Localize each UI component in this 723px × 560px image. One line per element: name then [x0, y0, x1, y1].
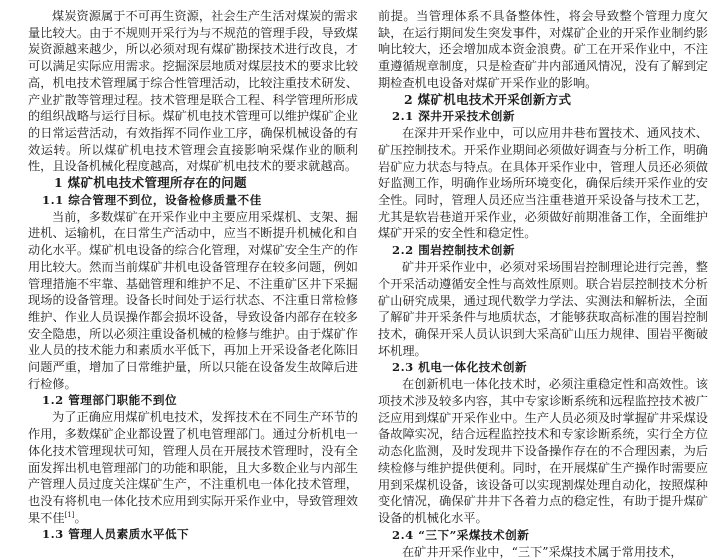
- end-punctuation: 。: [74, 510, 87, 525]
- section-1-heading: 1 煤矿机电技术管理所存在的问题: [54, 175, 247, 191]
- right-column: [378, 8, 708, 560]
- subsection-2-4-paragraph: 在矿井开采作业中，“三下”采煤技术属于常用技术，: [402, 544, 683, 559]
- subsection-1-3-heading: 1.3 管理人员素质水平低下: [42, 527, 190, 542]
- subsection-1-2-paragraph: [28, 409, 358, 526]
- subsection-1-2-heading: 1.2 管理部门职能不到位: [42, 393, 178, 408]
- subsection-2-3-heading: 2.3 机电一体化技术创新: [392, 360, 528, 375]
- subsection-1-2-text: 为了正确应用煤矿机电技术，发挥技术在不同生产环节的作用，多数煤矿企业都设置了机电管理部门。通过分析机电一体化技术管理现状可知，管理人员在开展技术管理时，没有全面发挥出机电管理部门的功能和职能，且大多数企业与内部生产管理人员过度关注煤矿生产，不注重机电一体化技术管理，也没有将机电一体化技术应用到实际开采作业中，导致管理效果不佳: [28, 410, 358, 525]
- subsection-2-4-heading: 2.4 “三下”采煤技术创新: [392, 527, 530, 542]
- continued-paragraph: 前提。当管理体系不具备整体性，将会导致整个管理力度欠缺，在运行期间发生突发事件，对煤矿企业的开采作业制约影响比较大，还会增加成本资金浪费。矿工在开采作业中，不注重遵循规章制度，只是检查矿井内部通风情况，没有了解到定期检查机电设备对煤矿开采作业的影响。: [378, 9, 708, 90]
- subsection-2-1-paragraph: 在深井开采作业中，可以应用井巷布置技术、通风技术、矿压控制技术。开采作业期间必须做好调查与分析工作，明确岩矿应力状态与特点。在具体开采作业中，管理人员还必须做好监测工作，明确作业场所环境变化，确保后续开采作业的安全性。同时，管理人员还应当注重巷道开采设备与技术工艺，尤其是软岩巷道开采作业，必须做好前期准备工作，全面维护煤矿开采的安全性和稳定性。: [378, 126, 708, 241]
- section-2-heading: 2 煤矿机电技术开采创新方式: [404, 91, 572, 107]
- subsection-1-1-paragraph: 当前，多数煤矿在开采作业中主要应用采煤机、支架、掘进机、运输机，在日常生产活动中，应当不断提升机械化和自动化水平。煤矿机电设备的综合化管理，对煤矿安全生产的作用比较大。然而当前煤矿井机电设备管理存在较多问题，例如管理措施不牢靠、基础管理和维护不足、不注重矿区井下采掘现场的设备管理。设备长时间处于运行状态、不注重日常检修维护、作业人员误操作都会损坏设备，导致设备内部存在较多安全隐患，所以必须注重设备机械的检修与维护。由于煤矿作业人员的技术能力和素质水平低下，再加上开采设备老化陈旧问题严重，增加了日常维护量，所以只能在设备发生故障后进行检修。: [28, 209, 358, 391]
- intro-paragraph: 煤炭资源属于不可再生资源，社会生产生活对煤炭的需求量比较大。由于不规则开采行为与不规范的管理手段，导致煤炭资源越来越少，所以必须对现有煤矿勘探技术进行改良，才可以满足实际应用需求。挖掘深层地质对煤层技术的要求比较高，机电技术管理属于综合性管理活动，比较注重技术研发、产业扩散等管理过程。技术管理是联合工程、科学管理所形成的组织战略与运行目标。煤矿机电技术管理可以维护煤矿企业的日常运营活动，有效指挥不同作业工序，确保机械设备的有效运转。所以煤矿机电技术管理会直接影响采煤作业的顺利性，且设备机械化程度越高，对煤矿机电技术的要求就越高。: [28, 9, 358, 174]
- subsection-2-2-heading: 2.2 围岩控制技术创新: [392, 243, 515, 258]
- subsection-2-1-heading: 2.1 深井开采技术创新: [392, 109, 515, 124]
- subsection-2-2-paragraph: 矿井开采作业中，必须对采场围岩控制理论进行完善，整个开采活动遵循安全性与高效性原则。联合岩层控制技术分析矿山研究成果，通过现代数学力学法、实测法和解析法，全面了解矿井开采条件与地质状态，才能够获取高标准的围岩控制技术，确保开采人员认识到大采高矿山压力规律、围岩平衡破坏机理。: [378, 260, 708, 358]
- subsection-2-3-paragraph: 在创新机电一体化技术时，必须注重稳定性和高效性。该项技术涉及较多内容，其中专家诊断系统和远程监控技术被广泛应用到煤矿开采作业中。生产人员必须及时掌握矿井采煤设备故障实况，结合远程监控技术和专家诊断系统，实行全方位动态化监测，及时发现井下设备操作存在的不合理因素，为后续检修与维护提供便利。同时，在开展煤矿生产操作时需要应用到采煤机设备，该设备可以实现割煤处理自动化，按照煤种变化情况，确保矿井井下各着力点的稳定性，有助于提升煤矿设备的机械化水平。: [378, 377, 708, 525]
- subsection-1-1-heading: 1.1 综合管理不到位，设备检修质量不佳: [42, 192, 262, 207]
- citation-1: [1]: [64, 510, 75, 519]
- left-column: [28, 8, 358, 543]
